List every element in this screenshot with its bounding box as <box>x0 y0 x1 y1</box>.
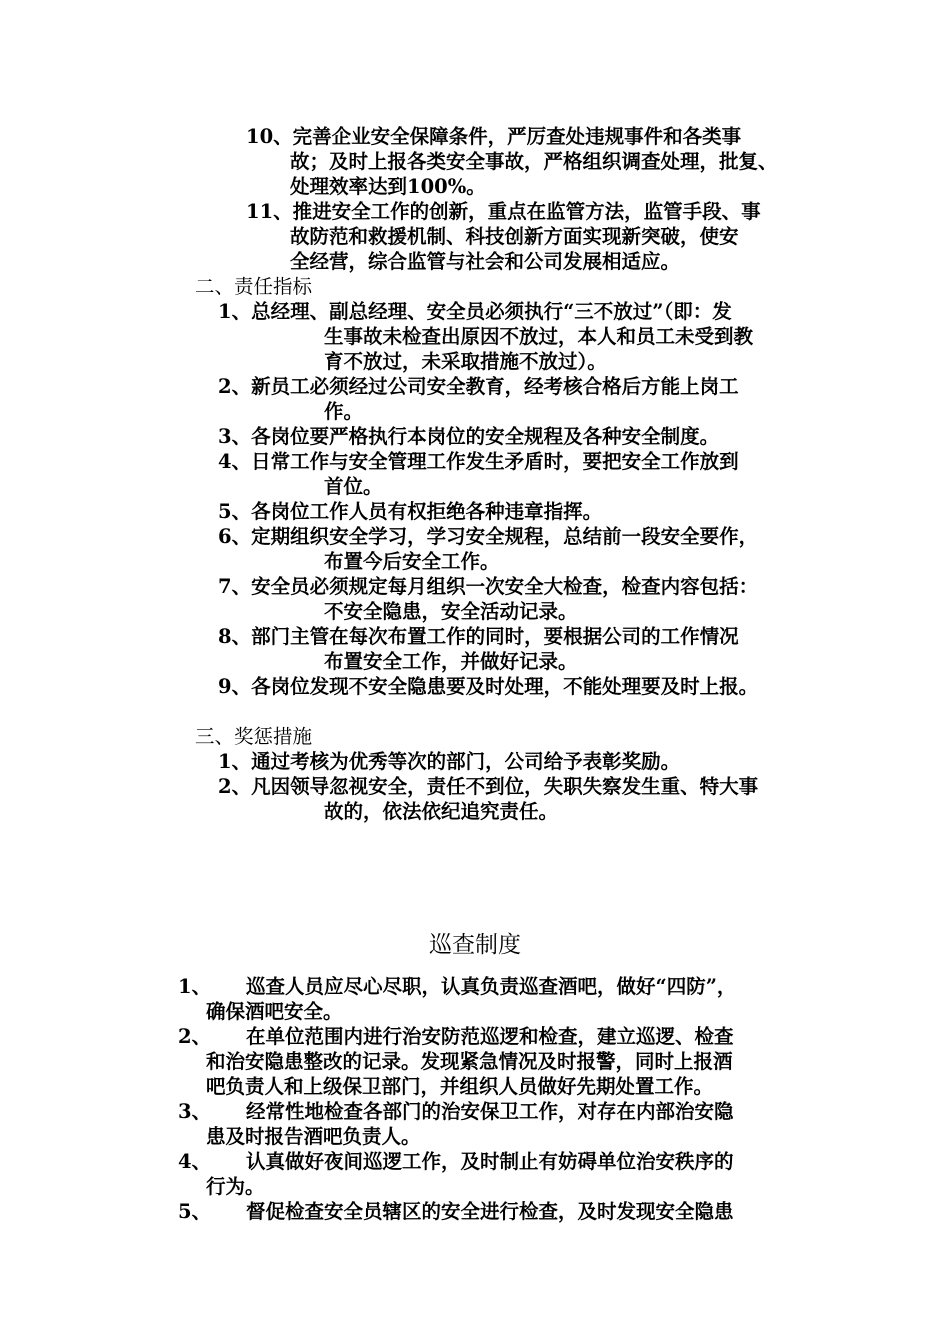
item-10-line-2: 故；及时上报各类安全事故，严格组织调查处理，批复、 <box>290 150 778 173</box>
s2-item-1-line-1: 1、总经理、副总经理、安全员必须执行“三不放过”（即：发 <box>218 300 732 323</box>
s2-item-4-line-1: 4、日常工作与安全管理工作发生矛盾时，要把安全工作放到 <box>218 450 739 473</box>
s2-item-6-line-2: 布置今后安全工作。 <box>324 550 500 573</box>
item-10-line-3: 处理效率达到100%。 <box>290 175 486 198</box>
patrol-item-1-line-1: 巡查人员应尽心尽职，认真负责巡查酒吧，做好“四防”， <box>246 975 737 998</box>
s2-item-5-line-1: 5、各岗位工作人员有权拒绝各种违章指挥。 <box>218 500 603 523</box>
patrol-title: 巡查制度 <box>429 932 521 958</box>
patrol-item-2-line-2: 和治安隐患整改的记录。发现紧急情况及时报警，同时上报酒 <box>206 1050 733 1073</box>
s2-item-1-line-2: 生事故未检查出原因不放过，本人和员工未受到教 <box>324 325 754 348</box>
item-11-line-2: 故防范和救援机制、科技创新方面实现新突破，使安 <box>290 225 739 248</box>
patrol-item-5-num: 5、 <box>178 1200 212 1223</box>
patrol-item-4-line-1: 认真做好夜间巡逻工作，及时制止有妨碍单位治安秩序的 <box>246 1150 734 1173</box>
s2-item-2-line-1: 2、新员工必须经过公司安全教育，经考核合格后方能上岗工 <box>218 375 739 398</box>
patrol-item-3-num: 3、 <box>178 1100 212 1123</box>
s3-item-1-line-1: 1、通过考核为优秀等次的部门，公司给予表彰奖励。 <box>218 750 681 773</box>
s2-item-3-line-1: 3、各岗位要严格执行本岗位的安全规程及各种安全制度。 <box>218 425 720 448</box>
patrol-item-1-line-2: 确保酒吧安全。 <box>206 1000 343 1023</box>
s2-item-1-line-3: 育不放过，未采取措施不放过）。 <box>324 350 607 373</box>
patrol-item-3-line-1: 经常性地检查各部门的治安保卫工作，对存在内部治安隐 <box>246 1100 734 1123</box>
section-3-heading: 三、奖惩措施 <box>195 725 313 748</box>
patrol-item-2-num: 2、 <box>178 1025 212 1048</box>
s2-item-9-line-1: 9、各岗位发现不安全隐患要及时处理，不能处理要及时上报。 <box>218 675 759 698</box>
patrol-item-1-num: 1、 <box>178 975 212 998</box>
s2-item-6-line-1: 6、定期组织安全学习，学习安全规程，总结前一段安全要作， <box>218 525 759 548</box>
section-2-heading: 二、责任指标 <box>195 275 313 298</box>
item-11-line-3: 全经营，综合监管与社会和公司发展相适应。 <box>290 250 681 273</box>
patrol-item-3-line-2: 患及时报告酒吧负责人。 <box>206 1125 421 1148</box>
s3-item-2-line-2: 故的，依法依纪追究责任。 <box>324 800 559 823</box>
s2-item-7-line-2: 不安全隐患，安全活动记录。 <box>324 600 578 623</box>
item-11-line-1: 11、推进安全工作的创新，重点在监管方法，监管手段、事 <box>246 200 761 223</box>
patrol-item-5-line-1: 督促检查安全员辖区的安全进行检查，及时发现安全隐患 <box>246 1200 734 1223</box>
s3-item-2-line-1: 2、凡因领导忽视安全，责任不到位，失职失察发生重、特大事 <box>218 775 759 798</box>
patrol-item-2-line-1: 在单位范围内进行治安防范巡逻和检查，建立巡逻、检查 <box>246 1025 734 1048</box>
patrol-item-4-line-2: 行为。 <box>206 1175 265 1198</box>
s2-item-4-line-2: 首位。 <box>324 475 383 498</box>
patrol-item-2-line-3: 吧负责人和上级保卫部门，并组织人员做好先期处置工作。 <box>206 1075 714 1098</box>
s2-item-7-line-1: 7、安全员必须规定每月组织一次安全大检查，检查内容包括： <box>218 575 759 598</box>
patrol-item-4-num: 4、 <box>178 1150 212 1173</box>
s2-item-2-line-2: 作。 <box>324 400 364 423</box>
s2-item-8-line-1: 8、部门主管在每次布置工作的同时，要根据公司的工作情况 <box>218 625 739 648</box>
item-10-line-1: 10、完善企业安全保障条件，严厉查处违规事件和各类事 <box>246 125 742 148</box>
s2-item-8-line-2: 布置安全工作，并做好记录。 <box>324 650 578 673</box>
